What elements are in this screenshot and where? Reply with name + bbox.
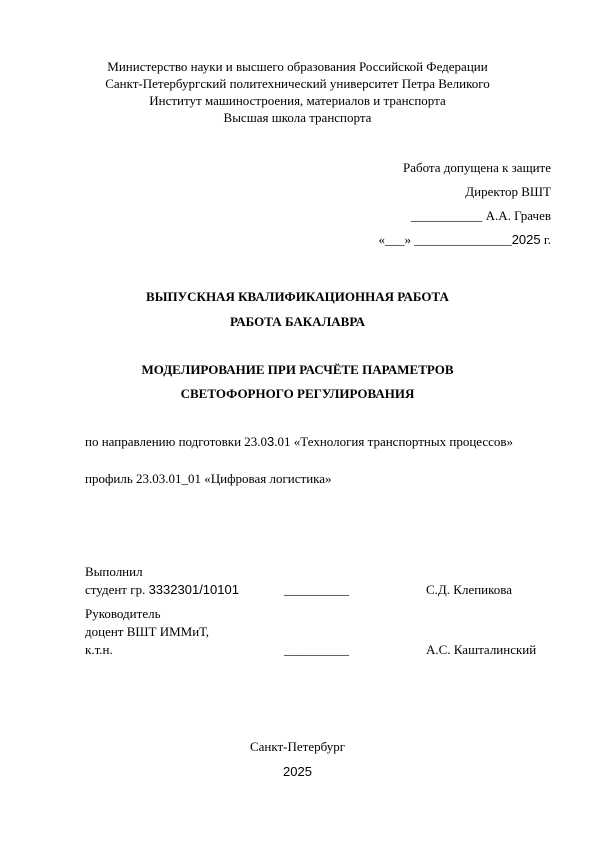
supervisor-name: А.С. Кашталинский [426, 642, 537, 657]
direction-code-digit: 3 [267, 434, 275, 449]
institute-line: Институт машиностроения, материалов и транспорта [149, 93, 446, 108]
school-line: Высшая школа транспорта [223, 110, 372, 125]
work-type: ВЫПУСКНАЯ КВАЛИФИКАЦИОННАЯ РАБОТА [146, 289, 449, 304]
direction-suffix: .01 «Технология транспортных процессов» [274, 434, 514, 449]
student-prefix: студент гр. [85, 582, 149, 597]
date-month-blank: _______________ [414, 232, 512, 247]
approval-date-row [378, 232, 551, 248]
ministry-line: Министерство науки и высшего образования Российской Федерации [107, 59, 488, 74]
footer-year: 2025 [283, 764, 312, 779]
supervisor-position: доцент ВШТ ИММиТ, [85, 624, 210, 639]
student-line [85, 582, 239, 598]
student-signature-line: __________ [284, 582, 349, 597]
direction-prefix: по направлению подготовки 23.0 [85, 434, 268, 449]
work-subtype: РАБОТА БАКАЛАВРА [230, 314, 365, 329]
date-close-quote: » [404, 232, 411, 247]
date-year: 2025 [511, 232, 541, 247]
date-day-blank: ___ [384, 232, 405, 247]
supervisor-signature-line: __________ [284, 642, 349, 657]
supervisor-degree: к.т.н. [85, 642, 113, 657]
admitted-text: Работа допущена к защите [402, 160, 551, 175]
profile-line: профиль 23.03.01_01 «Цифровая логистика» [85, 471, 332, 486]
university-line: Санкт-Петербургский политехнический университет Петра Великого [105, 76, 490, 91]
date-suffix: г. [540, 232, 551, 247]
director-signature-line: ___________ [410, 208, 483, 223]
performed-label: Выполнил [85, 564, 143, 579]
director-position: Директор ВШТ [465, 184, 551, 199]
direction-line [85, 434, 513, 450]
supervisor-label: Руководитель [85, 606, 161, 621]
footer-city: Санкт-Петербург [249, 739, 346, 754]
director-signature-row [411, 208, 551, 224]
student-group: 3332301/10101 [148, 582, 239, 597]
director-name: А.А. Грачев [485, 208, 551, 223]
work-title-line2: СВЕТОФОРНОГО РЕГУЛИРОВАНИЯ [180, 386, 415, 401]
date-open-quote: « [378, 232, 385, 247]
work-title-line1: МОДЕЛИРОВАНИЕ ПРИ РАСЧЁТЕ ПАРАМЕТРОВ [141, 362, 454, 377]
student-name: С.Д. Клепикова [426, 582, 513, 597]
